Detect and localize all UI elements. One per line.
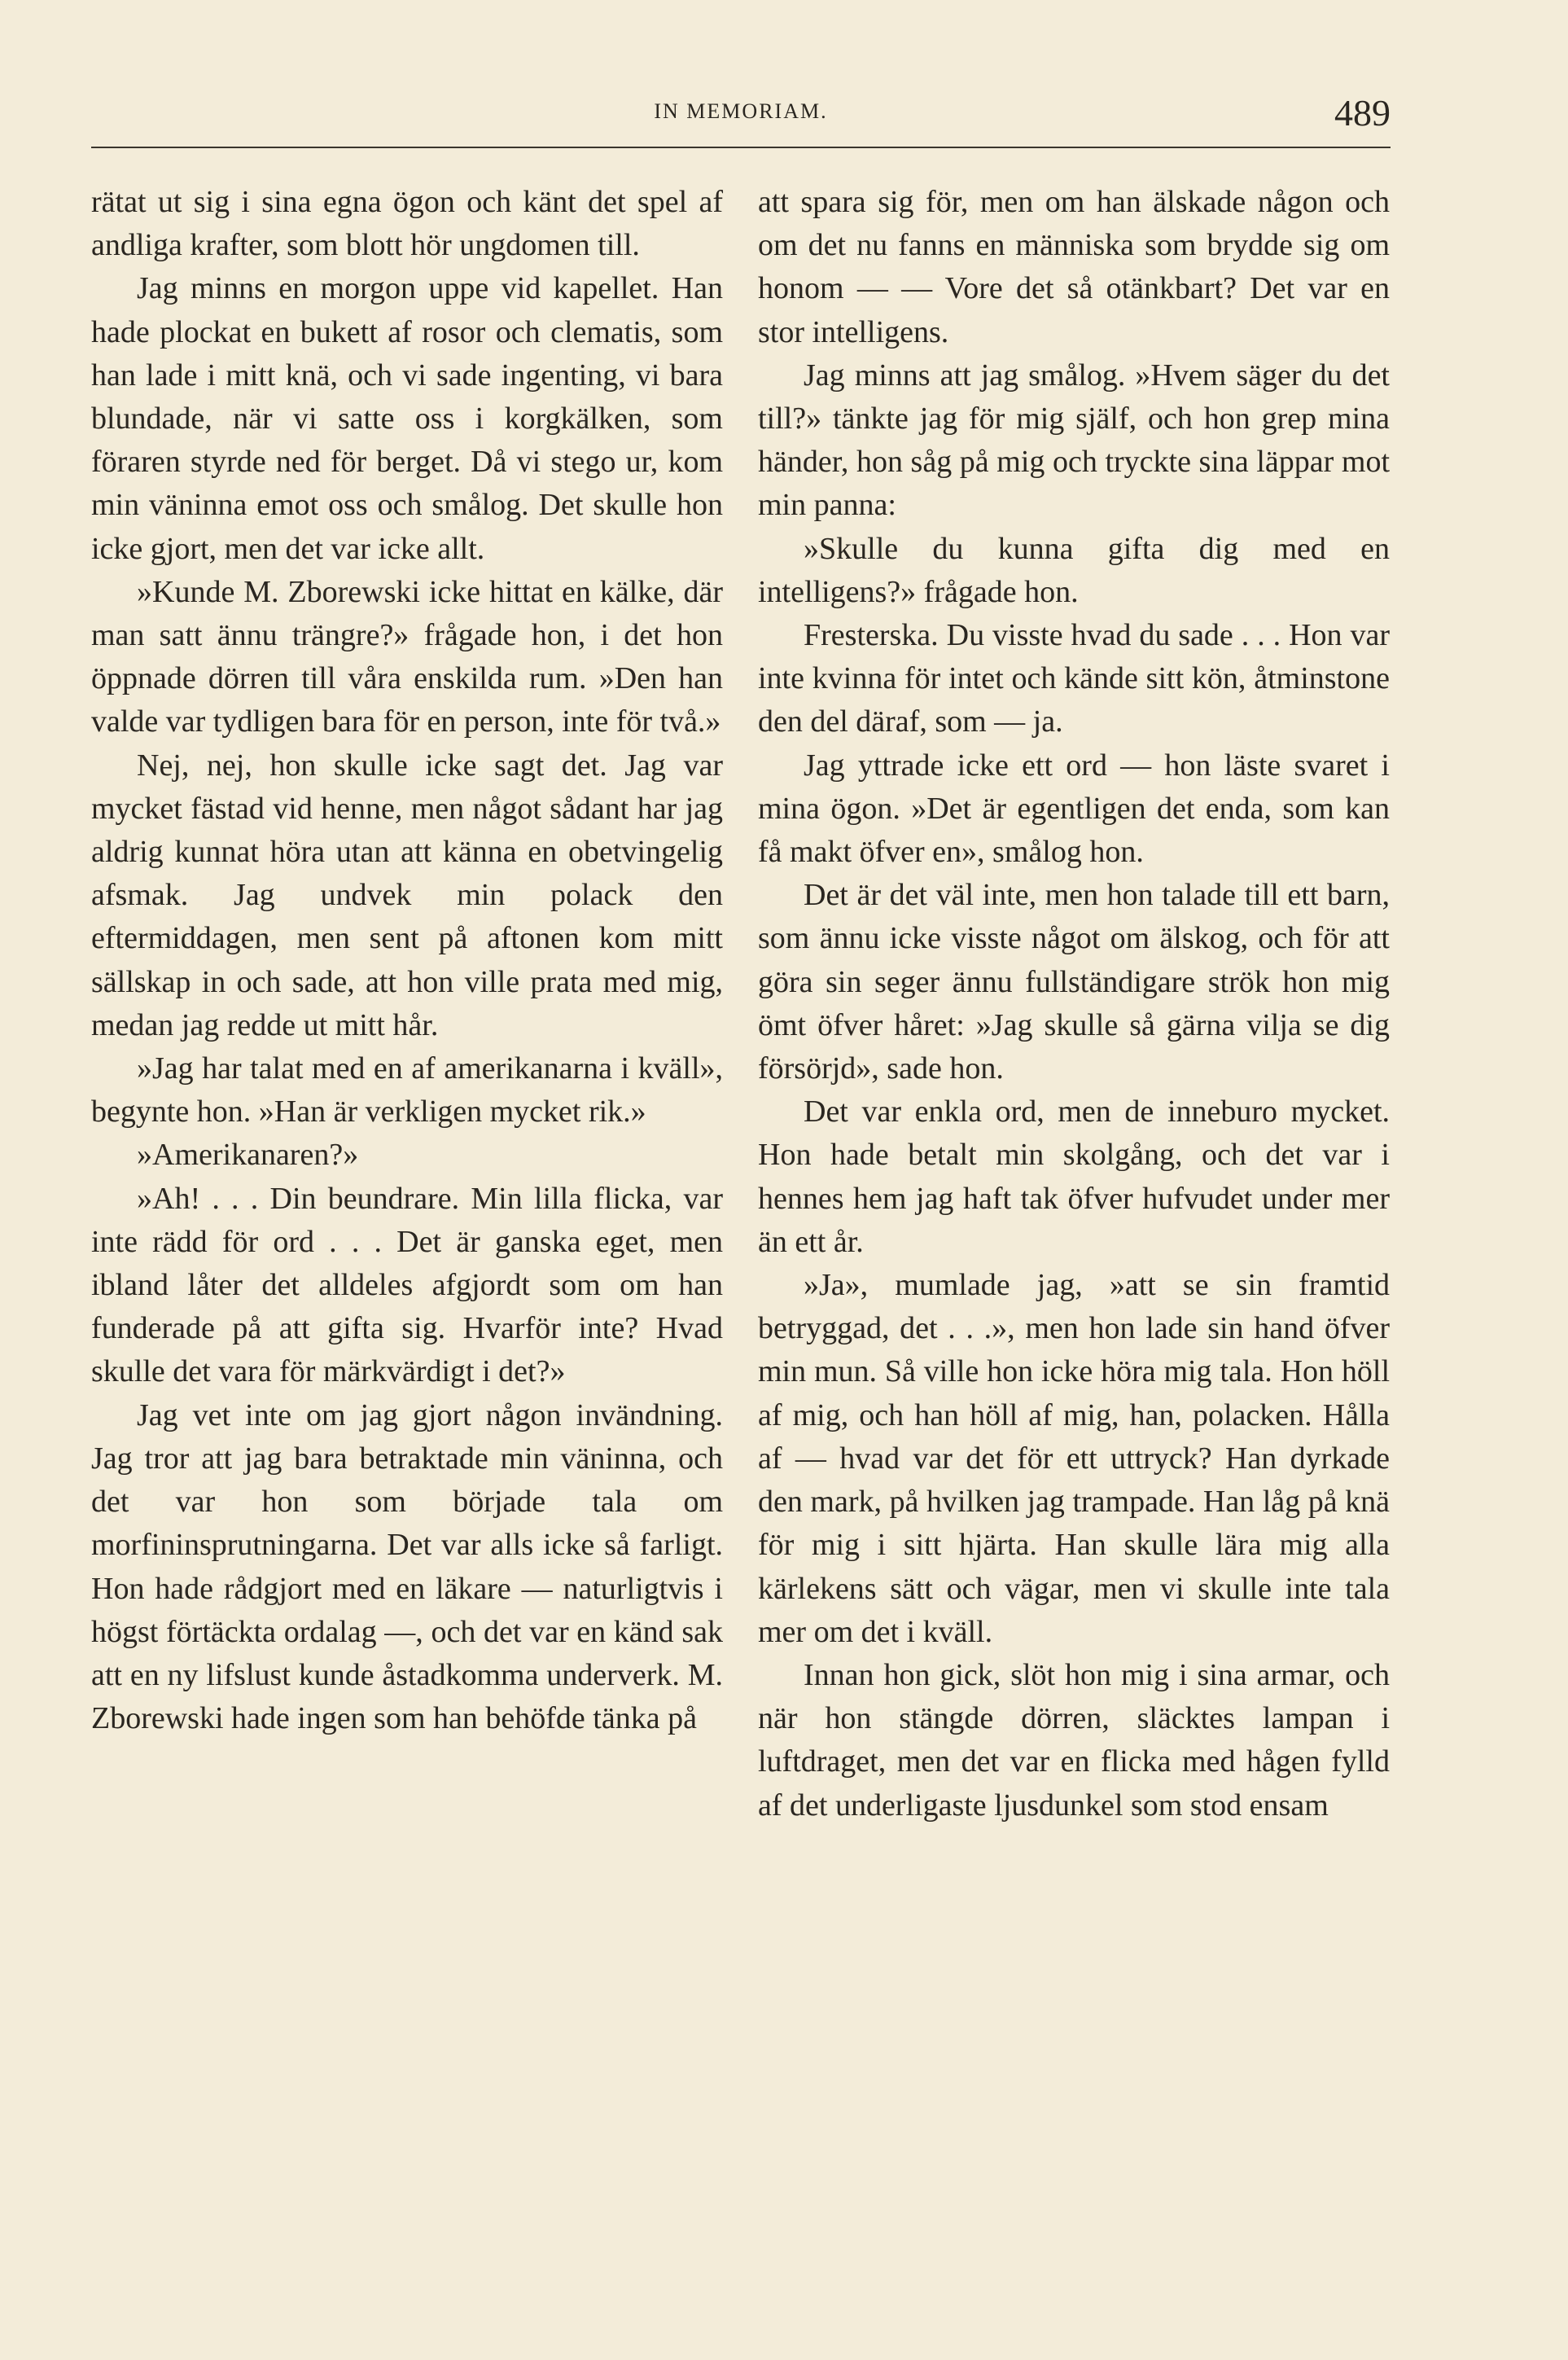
paragraph: Nej, nej, hon skulle icke sagt det. Jag var mycket fästad vid henne, men något sådant har jag aldrig kunnat höra utan att känna en obetvingelig afsmak. Jag undvek min polack den eftermiddagen, men sent på aftonen kom mitt sällskap in och sade, att hon ville prata med mig, medan jag redde ut mitt hår. bbox=[91, 748, 723, 1042]
paragraph: Fresterska. Du visste hvad du sade . . . Hon var inte kvinna för intet och kände sitt kön, åtminstone den del däraf, som — ja. bbox=[758, 618, 1390, 739]
right-column bbox=[758, 181, 1390, 1827]
paragraph: Jag minns en morgon uppe vid kapellet. Han hade plockat en bukett af rosor och clematis, som han lade i mitt knä, och vi sade ingenting, vi bara blundade, när vi satte oss i korgkälken, som föraren styrde ned för berget. Då vi stego ur, kom min väninna emot oss och smålog. Det skulle hon icke gjort, men det var icke allt. bbox=[91, 271, 723, 566]
paragraph: Innan hon gick, slöt hon mig i sina armar, och när hon stängde dörren, släcktes lampan i luftdraget, men det var en flicka med hågen fylld af det underligaste ljusdunkel som stod ensam bbox=[758, 1657, 1390, 1823]
left-column bbox=[91, 181, 723, 1740]
paragraph: att spara sig för, men om han älskade någon och om det nu fanns en människa som brydde sig om honom — — Vore det så otänkbart? Det var en stor intelligens. bbox=[758, 185, 1390, 349]
running-head bbox=[91, 91, 1391, 148]
paragraph: Det var enkla ord, men de inneburo mycket. Hon hade betalt min skolgång, och det var i hennes hem jag haft tak öfver hufvudet under mer än ett år. bbox=[758, 1094, 1390, 1259]
paragraph: »Ah! . . . Din beundrare. Min lilla flicka, var inte rädd för ord . . . Det är ganska eget, men ibland låter det alldeles afgjordt som om han funderade på att gifta sig. Hvarför inte? Hvad skulle det vara för märkvärdigt i det?» bbox=[91, 1181, 723, 1389]
page-number: 489 bbox=[1334, 92, 1391, 134]
paragraph: »Skulle du kunna gifta dig med en intelligens?» frågade hon. bbox=[758, 531, 1390, 609]
paragraph: »Amerikanaren?» bbox=[137, 1138, 359, 1173]
paragraph: »Jag har talat med en af amerikanarna i kväll», begynte hon. »Han är verkligen mycket rik.» bbox=[91, 1051, 723, 1130]
running-title: IN MEMORIAM. bbox=[654, 99, 828, 123]
paragraph: Jag minns att jag smålog. »Hvem säger du det till?» tänkte jag för mig själf, och hon grep mina händer, hon såg på mig och tryckte sina läppar mot min panna: bbox=[758, 358, 1390, 523]
paragraph: Jag yttrade icke ett ord — hon läste svaret i mina ögon. »Det är egentligen det enda, som kan få makt öfver en», smålog hon. bbox=[758, 748, 1390, 870]
paragraph: rätat ut sig i sina egna ögon och känt det spel af andliga krafter, som blott hör ungdomen till. bbox=[91, 185, 723, 263]
paragraph: »Ja», mumlade jag, »att se sin framtid betryggad, det . . .», men hon lade sin hand öfver min mun. Så ville hon icke höra mig tala. Hon höll af mig, och han höll af mig, han, polacken. Hålla af — hvad var det för ett uttryck? Han dyrkade den mark, på hvilken jag trampade. Han låg på knä för mig i sitt hjärta. Han skulle lära mig alla kärlekens sätt och vägar, men vi skulle inte tala mer om det i kväll. bbox=[758, 1268, 1390, 1649]
paragraph: Jag vet inte om jag gjort någon invändning. Jag tror att jag bara betraktade min väninna, och det var hon som började tala om morfininsprutningarna. Det var alls icke så farligt. Hon hade rådgjort med en läkare — naturligtvis i högst förtäckta ordalag —, och det var en känd sak att en ny lifslust kunde åstadkomma underverk. M. Zborewski hade ingen som han behöfde tänka på bbox=[91, 1397, 723, 1736]
paragraph: Det är det väl inte, men hon talade till ett barn, som ännu icke visste något om älskog, och för att göra sin seger ännu fullständigare strök hon mig ömt öfver håret: »Jag skulle så gärna vilja se dig försörjd», sade hon. bbox=[758, 878, 1390, 1086]
paragraph: »Kunde M. Zborewski icke hittat en kälke, där man satt ännu trängre?» frågade hon, i det hon öppnade dörren till våra enskilda rum. »Den han valde var tydligen bara för en person, inte för två.» bbox=[91, 574, 723, 739]
